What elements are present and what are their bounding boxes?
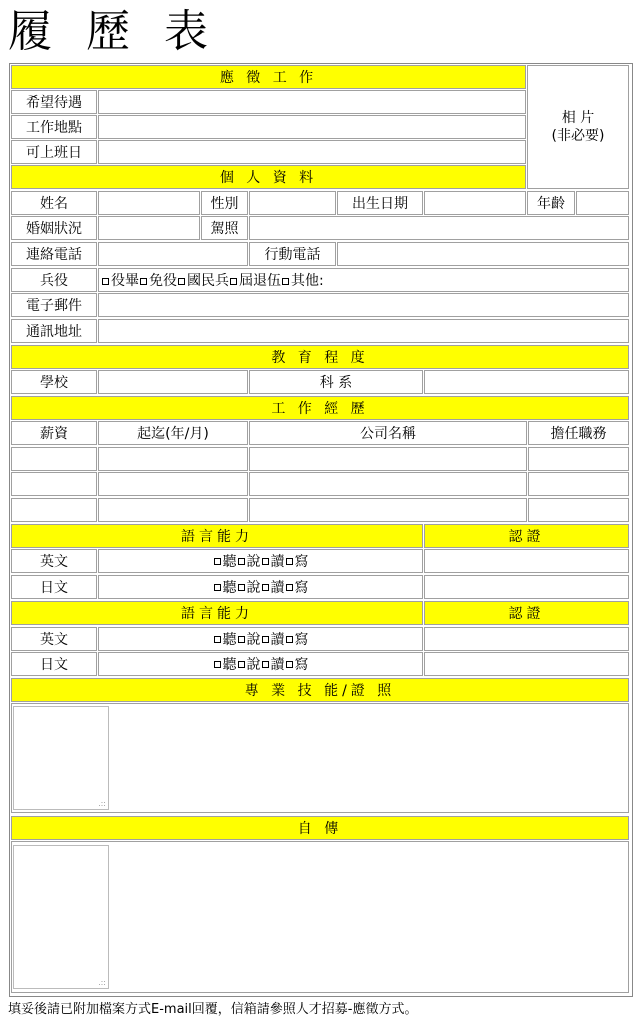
work-company-input[interactable] [249,472,527,496]
label-address: 通訊地址 [11,319,97,343]
section-header-skills: 專 業 技 能/證 照 [11,678,629,702]
label-phone: 連絡電話 [11,242,97,266]
military-option[interactable]: 屆退伍 [229,270,281,290]
label-mobile: 行動電話 [249,242,336,266]
resize-grip-icon[interactable]: .:: [98,799,106,808]
checkbox-icon[interactable] [262,636,269,643]
language-skill-options: 聽 說 讀 寫 [98,549,423,573]
autobiography-textarea[interactable] [13,845,109,989]
school-input[interactable] [98,370,248,394]
military-option[interactable]: 其他: [281,270,324,290]
label-language-english: 英文 [11,549,97,573]
department-input[interactable] [424,370,629,394]
label-military: 兵役 [11,268,97,292]
mobile-input[interactable] [337,242,629,266]
military-options [98,268,629,292]
desired-salary-input[interactable] [98,90,526,114]
birthdate-input[interactable] [424,191,526,215]
label-birthdate: 出生日期 [337,191,423,215]
language-skill-options: 聽 說 讀 寫 [98,652,423,676]
section-header-job: 應 徵 工 作 [11,65,526,89]
checkbox-icon[interactable] [238,584,245,591]
checkbox-icon[interactable] [262,661,269,668]
work-position-input[interactable] [528,498,629,522]
language-skill-options: 聽 說 讀 寫 [98,575,423,599]
checkbox-icon[interactable] [238,558,245,565]
section-header-autobiography: 自 傳 [11,816,629,840]
checkbox-icon[interactable] [262,558,269,565]
label-language-japanese: 日文 [11,652,97,676]
cert-input[interactable] [424,575,629,599]
label-language-english: 英文 [11,627,97,651]
military-option[interactable]: 免役 [139,270,177,290]
col-header-company: 公司名稱 [249,421,527,445]
checkbox-icon[interactable] [140,278,147,285]
work-salary-input[interactable] [11,447,97,471]
work-position-input[interactable] [528,472,629,496]
military-option[interactable]: 國民兵 [177,270,229,290]
work-company-input[interactable] [249,498,527,522]
label-department: 科 系 [249,370,423,394]
col-header-position: 擔任職務 [528,421,629,445]
photo-box [527,65,629,189]
language-skill-options: 聽 說 讀 寫 [98,627,423,651]
cert-input[interactable] [424,549,629,573]
checkbox-icon[interactable] [286,661,293,668]
checkbox-icon[interactable] [230,278,237,285]
start-date-input[interactable] [98,140,526,164]
label-age: 年齡 [527,191,575,215]
label-school: 學校 [11,370,97,394]
work-period-input[interactable] [98,498,248,522]
section-header-language: 語言能力 [11,601,423,625]
label-language-japanese: 日文 [11,575,97,599]
checkbox-icon[interactable] [238,636,245,643]
license-input[interactable] [249,216,629,240]
label-name: 姓名 [11,191,97,215]
work-period-input[interactable] [98,447,248,471]
section-header-cert: 認證 [424,601,629,625]
name-input[interactable] [98,191,200,215]
work-company-input[interactable] [249,447,527,471]
checkbox-icon[interactable] [214,584,221,591]
section-header-personal: 個 人 資 料 [11,165,526,189]
label-start-date: 可上班日 [11,140,97,164]
work-salary-input[interactable] [11,472,97,496]
work-location-input[interactable] [98,115,526,139]
photo-note: (非必要) [551,128,605,144]
section-header-education: 教 育 程 度 [11,345,629,369]
checkbox-icon[interactable] [286,636,293,643]
checkbox-icon[interactable] [286,584,293,591]
checkbox-icon[interactable] [286,558,293,565]
checkbox-icon[interactable] [282,278,289,285]
col-header-salary: 薪資 [11,421,97,445]
military-option[interactable]: 役畢 [101,270,139,290]
cert-input[interactable] [424,652,629,676]
checkbox-icon[interactable] [262,584,269,591]
checkbox-icon[interactable] [102,278,109,285]
label-license: 駕照 [201,216,248,240]
phone-input[interactable] [98,242,248,266]
footer-note: 填妥後請已附加檔案方式E-mail回覆，信箱請參照人才招募-應徵方式。 [8,1002,418,1017]
checkbox-icon[interactable] [214,636,221,643]
section-header-work: 工 作 經 歷 [11,396,629,420]
work-position-input[interactable] [528,447,629,471]
label-email: 電子郵件 [11,293,97,317]
checkbox-icon[interactable] [214,661,221,668]
label-marital-status: 婚姻狀況 [11,216,97,240]
label-desired-salary: 希望待遇 [11,90,97,114]
label-work-location: 工作地點 [11,115,97,139]
section-header-language: 語言能力 [11,524,423,548]
col-header-period: 起迄(年/月) [98,421,248,445]
checkbox-icon[interactable] [178,278,185,285]
work-salary-input[interactable] [11,498,97,522]
section-header-cert: 認證 [424,524,629,548]
checkbox-icon[interactable] [214,558,221,565]
age-input[interactable] [576,191,629,215]
page-title: 履 歷 表 [8,6,218,57]
email-input[interactable] [98,293,629,317]
gender-input[interactable] [249,191,336,215]
address-input[interactable] [98,319,629,343]
photo-label: 相 片 [561,110,595,126]
marital-status-input[interactable] [98,216,200,240]
resize-grip-icon[interactable]: .:: [98,978,106,987]
skills-textarea[interactable] [13,706,109,810]
label-gender: 性別 [201,191,248,215]
cert-input[interactable] [424,627,629,651]
work-period-input[interactable] [98,472,248,496]
checkbox-icon[interactable] [238,661,245,668]
